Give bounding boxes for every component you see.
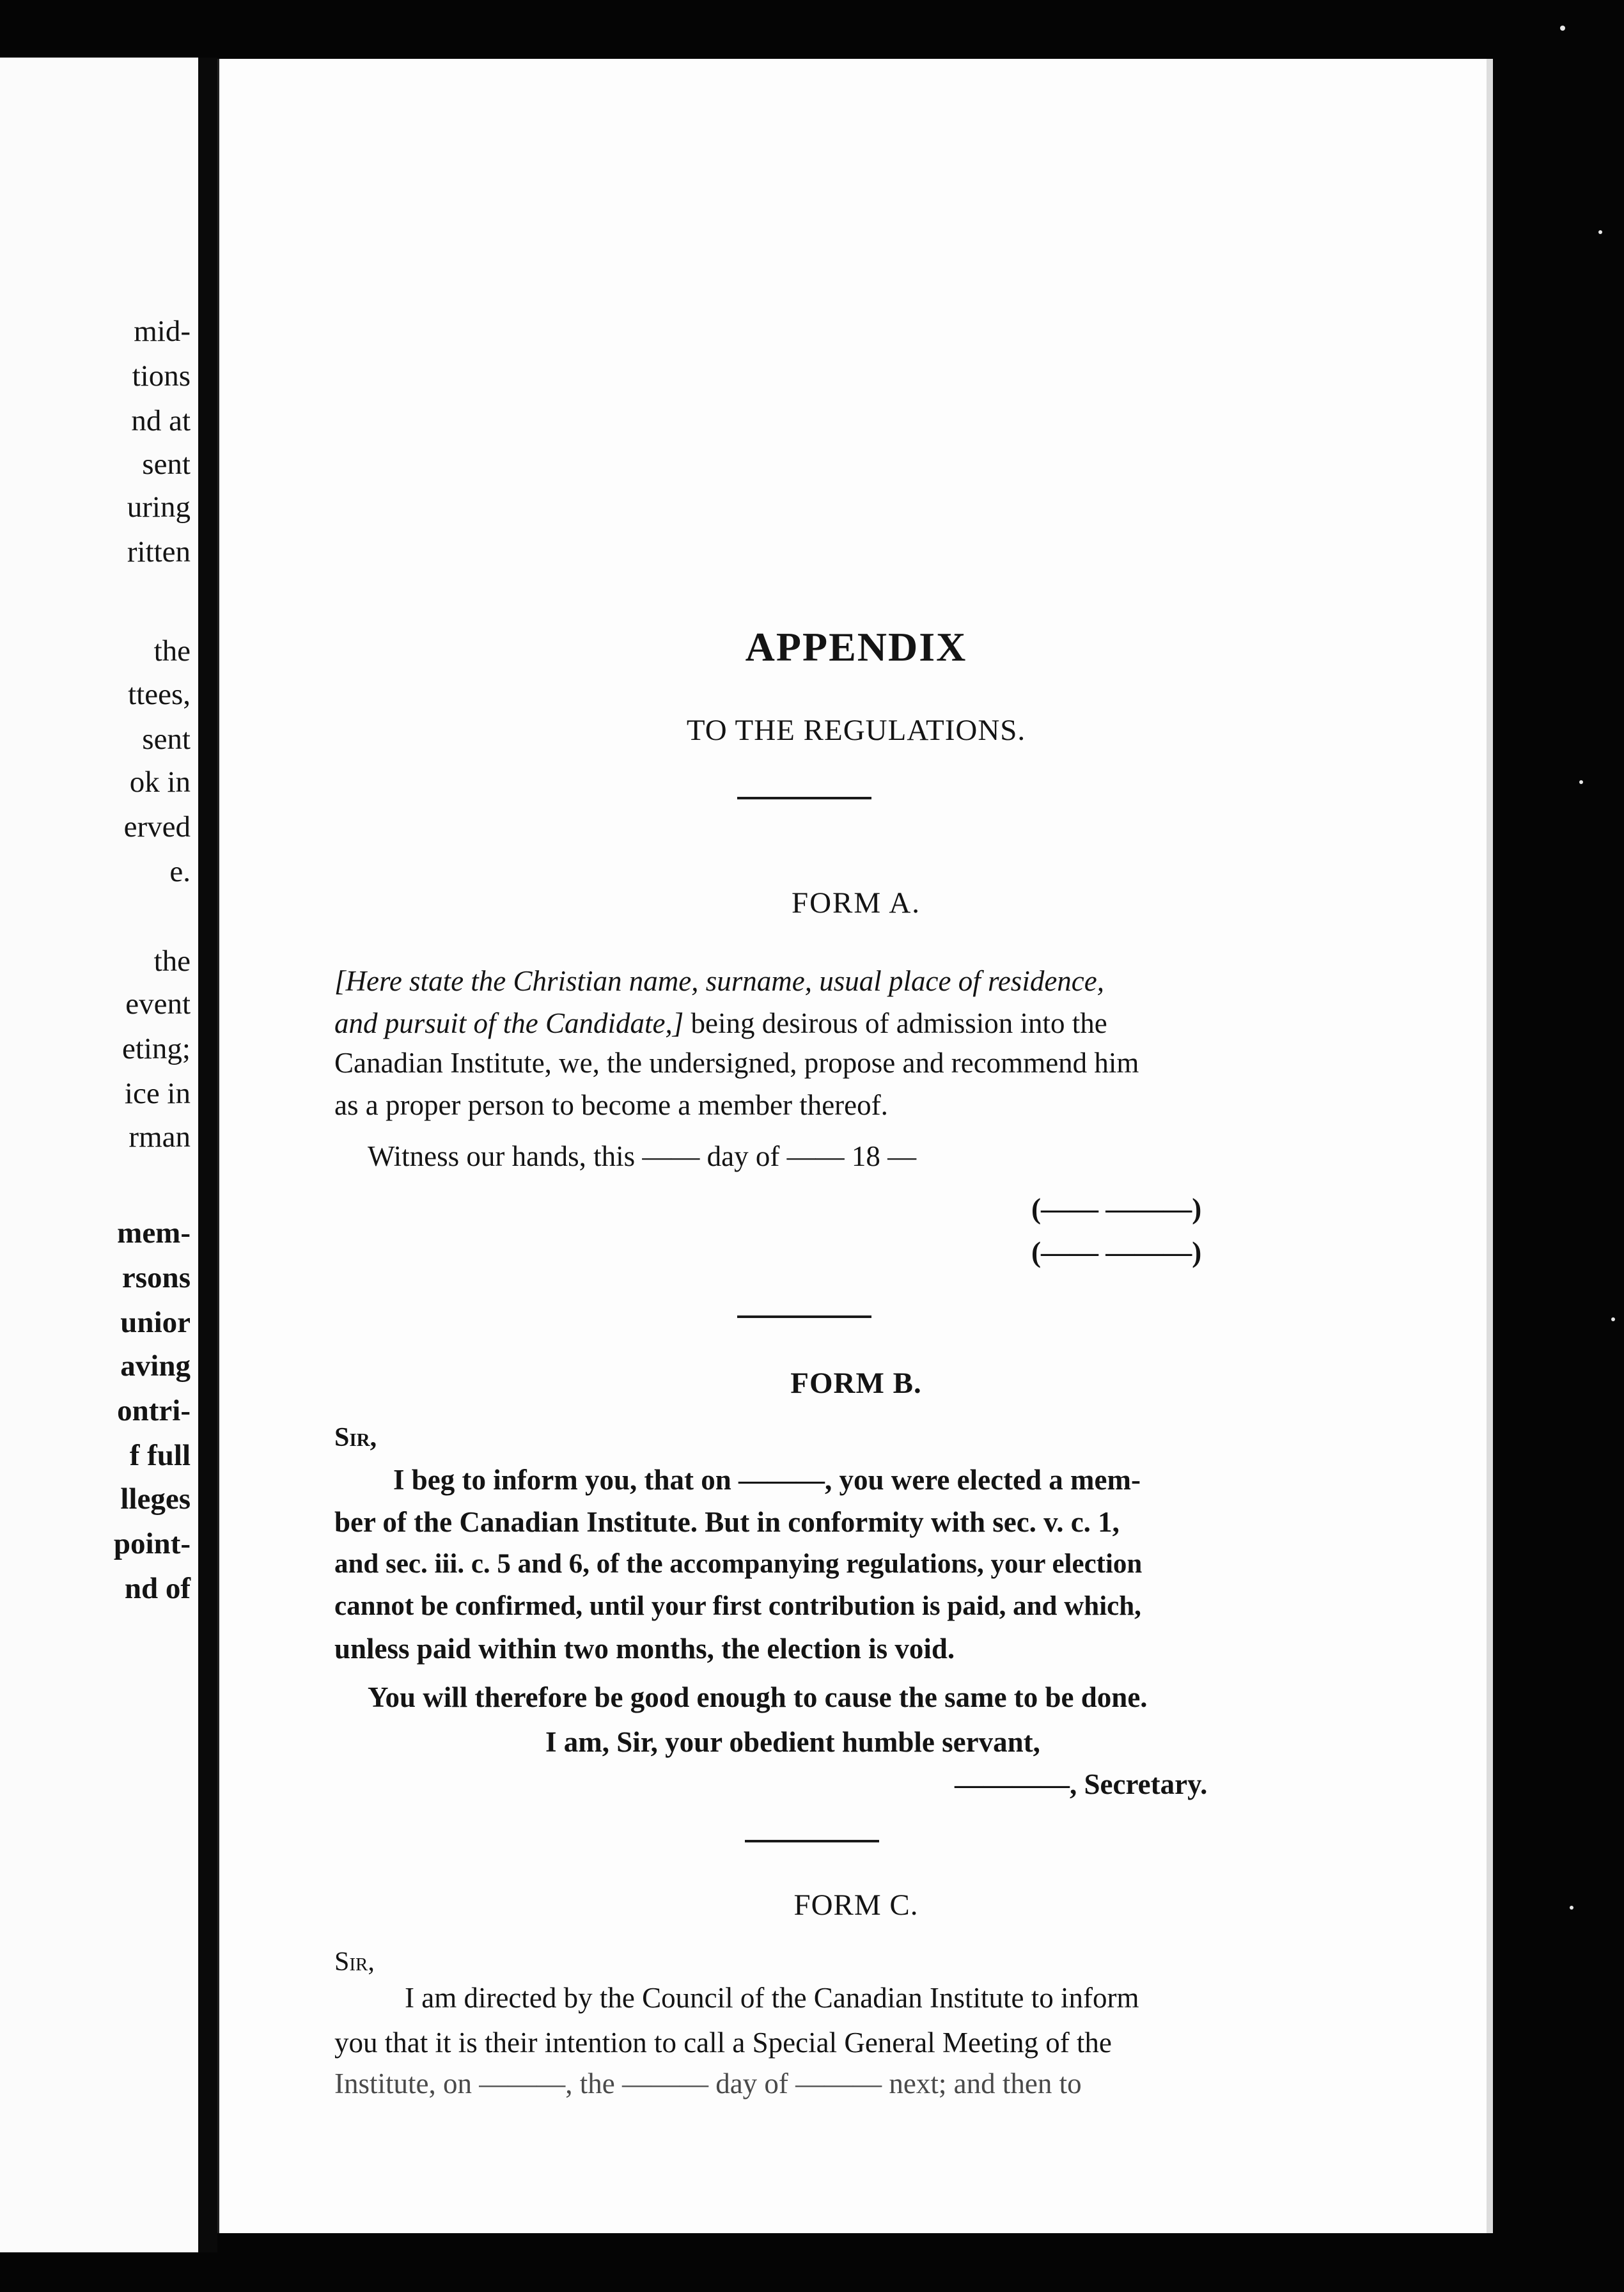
left-page-fragment: aving [120, 1349, 191, 1383]
form-b-line-2: ber of the Canadian Institute. But in conformity with sec. v. c. 1, [334, 1506, 1120, 1538]
section-divider [737, 797, 871, 799]
left-page-fragment: rsons [121, 1261, 191, 1294]
form-a-heading: FORM A. [791, 886, 921, 920]
left-page-fragment: ritten [127, 535, 191, 569]
form-a-line-1 [334, 967, 1274, 996]
left-page-fragment: eting; [121, 1032, 191, 1065]
left-page-fragment: erved [123, 810, 191, 844]
form-c-line-2: you that it is their intention to call a Special General Meeting of the [334, 2027, 1112, 2059]
form-a-line-2-rest: being desirous of admission into the [683, 1007, 1107, 1039]
scan-speck [1611, 1317, 1615, 1321]
left-page-fragment: ok in [129, 765, 191, 799]
left-page-fragment: unior [120, 1306, 191, 1339]
left-page-fragment: mid- [134, 315, 191, 348]
appendix-subtitle: TO THE REGULATIONS. [686, 714, 1026, 747]
appendix-title: APPENDIX [745, 624, 967, 670]
scan-speck [1579, 780, 1583, 784]
scan-speck [1570, 1906, 1573, 1910]
form-b-line-4: cannot be confirmed, until your first contribution is paid, and which, [334, 1591, 1141, 1621]
form-c-line-3: Institute, on ———, the ——— day of ——— next; and then to [334, 2068, 1082, 2100]
section-divider [745, 1840, 879, 1842]
left-page-fragment: mem- [117, 1216, 191, 1250]
left-page-fragment: ice in [124, 1077, 191, 1110]
form-b-line-3: and sec. iii. c. 5 and 6, of the accompanying regulations, your election [334, 1549, 1143, 1579]
left-page-fragment: tions [132, 359, 191, 393]
left-page-fragment: ontri- [117, 1394, 191, 1427]
left-page-fragment: uring [127, 491, 191, 524]
scan-speck [1598, 230, 1602, 234]
left-page-fragment: the [153, 634, 191, 668]
form-a-line-2 [334, 1009, 1281, 1038]
form-b-line-6: You will therefore be good enough to cause the same to be done. [368, 1681, 1148, 1713]
left-page-fragment: rman [129, 1120, 191, 1154]
left-page-fragment: nd of [124, 1572, 191, 1605]
form-b-salutation: Sir, [334, 1423, 377, 1452]
left-page-fragment: nd at [131, 404, 191, 437]
form-b-signature: ————, Secretary. [955, 1768, 1208, 1800]
left-page-fragment: the [153, 945, 191, 978]
book-gutter [198, 58, 217, 2252]
signature-line-2: (—— ———) [1031, 1236, 1202, 1268]
form-a-line-4: as a proper person to become a member thereof. [334, 1089, 888, 1121]
form-a-line-2-italic: and pursuit of the Candidate,] [334, 1007, 684, 1039]
left-page-text-fragments [0, 58, 198, 2252]
form-a-line-1-text: [Here state the Christian name, surname, usual place of residence, [334, 965, 1104, 997]
form-b-line-7: I am, Sir, your obedient humble servant, [545, 1726, 1040, 1758]
form-a-line-3: Canadian Institute, we, the undersigned, propose and recommend him [334, 1047, 1139, 1079]
left-page-fragment: e. [169, 855, 191, 888]
scan-speck [1560, 26, 1565, 31]
left-page-fragment: ttees, [128, 678, 191, 711]
left-page-fragment: point- [113, 1527, 191, 1560]
form-a-witness: Witness our hands, this —— day of —— 18 — [368, 1140, 917, 1172]
left-page-fragment: f full [129, 1439, 191, 1472]
left-facing-page [0, 58, 198, 2252]
form-c-salutation: Sir, [334, 1947, 375, 1977]
left-page-fragment: sent [142, 723, 191, 756]
left-page-fragment: event [125, 987, 191, 1021]
form-c-line-1: I am directed by the Council of the Canadian Institute to inform [405, 1982, 1139, 2014]
form-b-heading: FORM B. [790, 1367, 922, 1400]
section-divider [737, 1315, 871, 1318]
form-b-line-1: I beg to inform you, that on ———, you were elected a mem- [393, 1464, 1141, 1496]
left-page-fragment: sent [142, 448, 191, 481]
left-page-fragment: lleges [120, 1482, 191, 1516]
form-c-heading: FORM C. [793, 1888, 919, 1922]
form-b-line-5: unless paid within two months, the election is void. [334, 1633, 955, 1665]
signature-line-1: (—— ———) [1031, 1193, 1202, 1225]
main-page [217, 59, 1493, 2233]
